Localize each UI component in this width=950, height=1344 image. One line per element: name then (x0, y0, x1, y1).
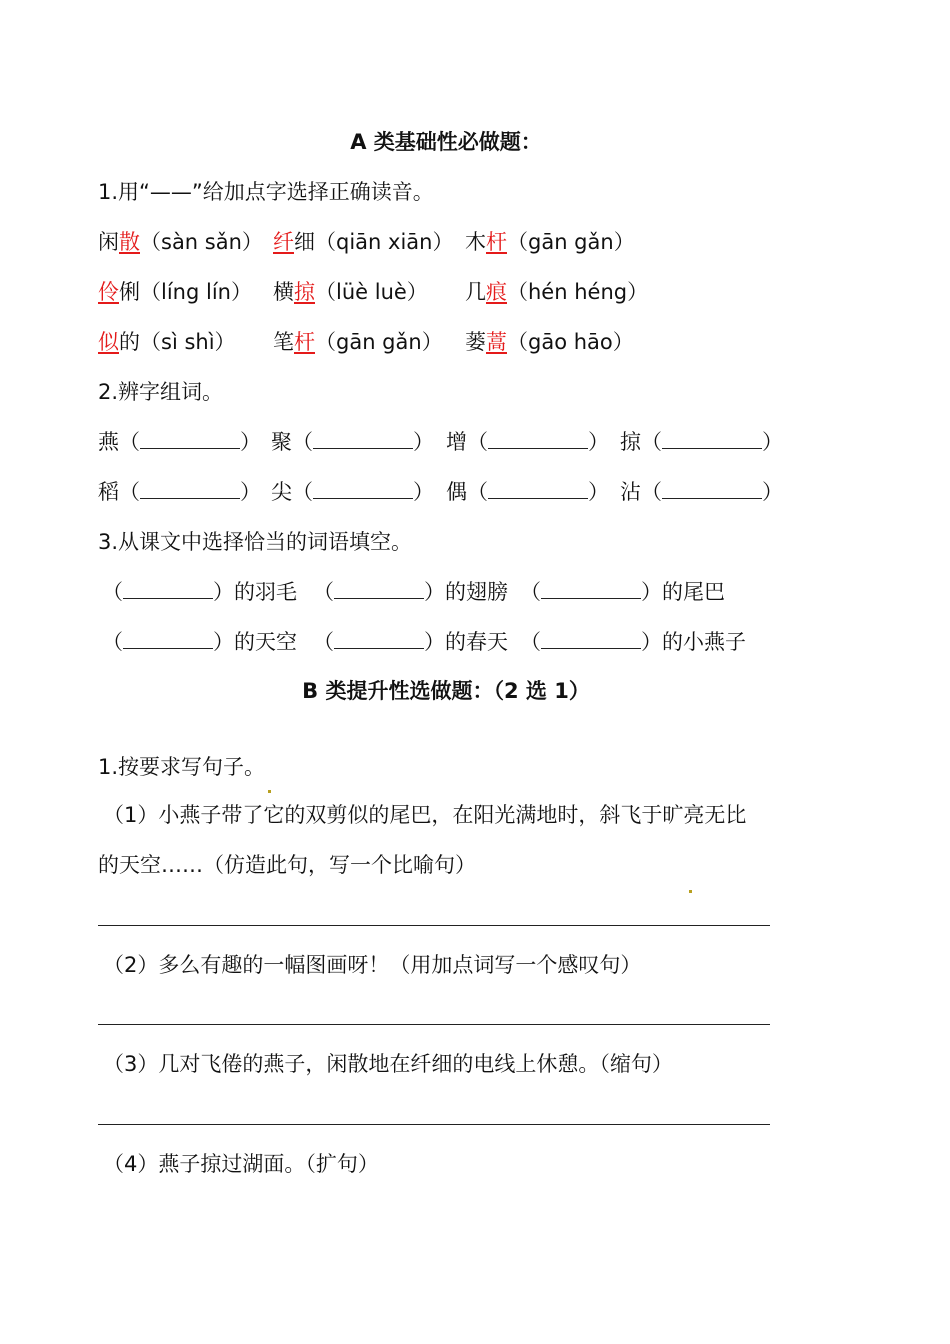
phrase-text: 的小燕子 (662, 630, 746, 654)
dotted-char: 伶 (98, 280, 119, 304)
word-group-item (98, 427, 261, 457)
paren-close: ） (588, 480, 609, 504)
group-char: 增 (446, 430, 467, 454)
paren-open: （ (119, 480, 140, 504)
q2-heading: 2.辨字组词。 (98, 380, 224, 404)
pinyin-options: （qiān xiān） (315, 230, 454, 254)
paren-close: ） (641, 580, 662, 604)
phrase-text: 的尾巴 (662, 580, 725, 604)
paren-close: ） (413, 480, 434, 504)
paren-open: （ (641, 430, 662, 454)
word-suffix: 俐 (119, 280, 140, 304)
group-char: 掠 (620, 430, 641, 454)
dotted-char: 纤 (273, 230, 294, 254)
answer-blank[interactable] (662, 428, 762, 449)
word-group-item (98, 477, 261, 507)
paren-open: （ (313, 580, 334, 604)
b1-sentence-3: （3）几对飞倦的燕子，闲散地在纤细的电线上休憩。（缩句） (103, 1052, 673, 1076)
paren-open: （ (520, 630, 541, 654)
group-char: 稻 (98, 480, 119, 504)
phrase-text: 的翅膀 (445, 580, 508, 604)
paren-open: （ (292, 480, 313, 504)
group-char: 偶 (446, 480, 467, 504)
pinyin-options: （hén héng） (507, 280, 649, 304)
pinyin-item (98, 227, 263, 257)
paren-close: ） (424, 630, 445, 654)
paren-open: （ (102, 580, 123, 604)
word-prefix: 横 (273, 280, 294, 304)
paren-open: （ (313, 630, 334, 654)
answer-blank[interactable] (334, 578, 424, 599)
paren-open: （ (467, 430, 488, 454)
word-prefix: 几 (465, 280, 486, 304)
answer-blank[interactable] (123, 628, 213, 649)
dotted-char: 似 (98, 330, 119, 354)
word-group-item (446, 427, 609, 457)
pinyin-item (273, 227, 453, 257)
dotted-char: 杆 (294, 330, 315, 354)
answer-blank[interactable] (662, 478, 762, 499)
paren-close: ） (588, 430, 609, 454)
answer-blank[interactable] (313, 478, 413, 499)
answer-blank[interactable] (488, 478, 588, 499)
answer-blank[interactable] (123, 578, 213, 599)
speck-mark (689, 890, 692, 893)
section-b-title: B 类提升性选做题：（2 选 1） (302, 679, 590, 703)
paren-close: ） (240, 430, 261, 454)
word-suffix: 细 (294, 230, 315, 254)
answer-blank[interactable] (140, 478, 240, 499)
fill-phrase-item (520, 627, 746, 657)
word-prefix: 木 (465, 230, 486, 254)
paren-close: ） (213, 580, 234, 604)
b1-heading: 1.按要求写句子。 (98, 755, 266, 779)
pinyin-item (465, 277, 648, 307)
paren-close: ） (424, 580, 445, 604)
word-prefix: 蒌 (465, 330, 486, 354)
dotted-char: 杆 (486, 230, 507, 254)
pinyin-options: （gān gǎn） (507, 230, 635, 254)
fill-phrase-item (313, 577, 508, 607)
dotted-char: 散 (119, 230, 140, 254)
paren-close: ） (641, 630, 662, 654)
q1-heading: 1.用“——”给加点字选择正确读音。 (98, 180, 434, 204)
paren-open: （ (119, 430, 140, 454)
pinyin-options: （sì shì） (140, 330, 236, 354)
word-prefix: 笔 (273, 330, 294, 354)
word-group-item (446, 477, 609, 507)
paren-open: （ (520, 580, 541, 604)
b1-sentence-1-line-1: （1）小燕子带了它的双剪似的尾巴，在阳光满地时，斜飞于旷亮无比 (103, 803, 747, 827)
pinyin-options: （lüè luè） (315, 280, 428, 304)
pinyin-item (465, 327, 634, 357)
paren-close: ） (213, 630, 234, 654)
paren-close: ） (240, 480, 261, 504)
paren-open: （ (102, 630, 123, 654)
word-prefix: 闲 (98, 230, 119, 254)
word-group-item (271, 477, 434, 507)
b1-sentence-2: （2）多么有趣的一幅图画呀！（用加点词写一个感叹句） (103, 953, 642, 977)
pinyin-item (98, 277, 252, 307)
group-char: 聚 (271, 430, 292, 454)
pinyin-item (273, 327, 443, 357)
answer-line-1[interactable] (98, 925, 770, 926)
b1-sentence-1-line-2: 的天空……（仿造此句，写一个比喻句） (98, 853, 476, 877)
dotted-char: 掠 (294, 280, 315, 304)
section-a-title: A 类基础性必做题： (350, 130, 542, 154)
word-group-item (620, 477, 783, 507)
pinyin-item (98, 327, 236, 357)
paren-open: （ (292, 430, 313, 454)
pinyin-options: （sàn sǎn） (140, 230, 263, 254)
pinyin-item (273, 277, 428, 307)
answer-blank[interactable] (140, 428, 240, 449)
answer-blank[interactable] (541, 628, 641, 649)
paren-close: ） (413, 430, 434, 454)
paren-close: ） (762, 430, 783, 454)
fill-phrase-item (102, 627, 297, 657)
answer-blank[interactable] (488, 428, 588, 449)
fill-phrase-item (102, 577, 297, 607)
fill-phrase-item (520, 577, 725, 607)
phrase-text: 的羽毛 (234, 580, 297, 604)
answer-line-3[interactable] (98, 1124, 770, 1125)
answer-line-2[interactable] (98, 1024, 770, 1025)
speck-mark (268, 790, 271, 793)
paren-open: （ (641, 480, 662, 504)
answer-blank[interactable] (334, 628, 424, 649)
group-char: 燕 (98, 430, 119, 454)
word-suffix: 的 (119, 330, 140, 354)
answer-blank[interactable] (313, 428, 413, 449)
word-group-item (620, 427, 783, 457)
phrase-text: 的春天 (445, 630, 508, 654)
word-group-item (271, 427, 434, 457)
q3-heading: 3.从课文中选择恰当的词语填空。 (98, 530, 413, 554)
pinyin-options: （gāo hāo） (507, 330, 634, 354)
group-char: 尖 (271, 480, 292, 504)
group-char: 沾 (620, 480, 641, 504)
fill-phrase-item (313, 627, 508, 657)
pinyin-item (465, 227, 635, 257)
answer-blank[interactable] (541, 578, 641, 599)
paren-open: （ (467, 480, 488, 504)
b1-sentence-4: （4）燕子掠过湖面。（扩句） (103, 1152, 379, 1176)
pinyin-options: （gān gǎn） (315, 330, 443, 354)
phrase-text: 的天空 (234, 630, 297, 654)
dotted-char: 蒿 (486, 330, 507, 354)
pinyin-options: （líng lín） (140, 280, 252, 304)
dotted-char: 痕 (486, 280, 507, 304)
paren-close: ） (762, 480, 783, 504)
